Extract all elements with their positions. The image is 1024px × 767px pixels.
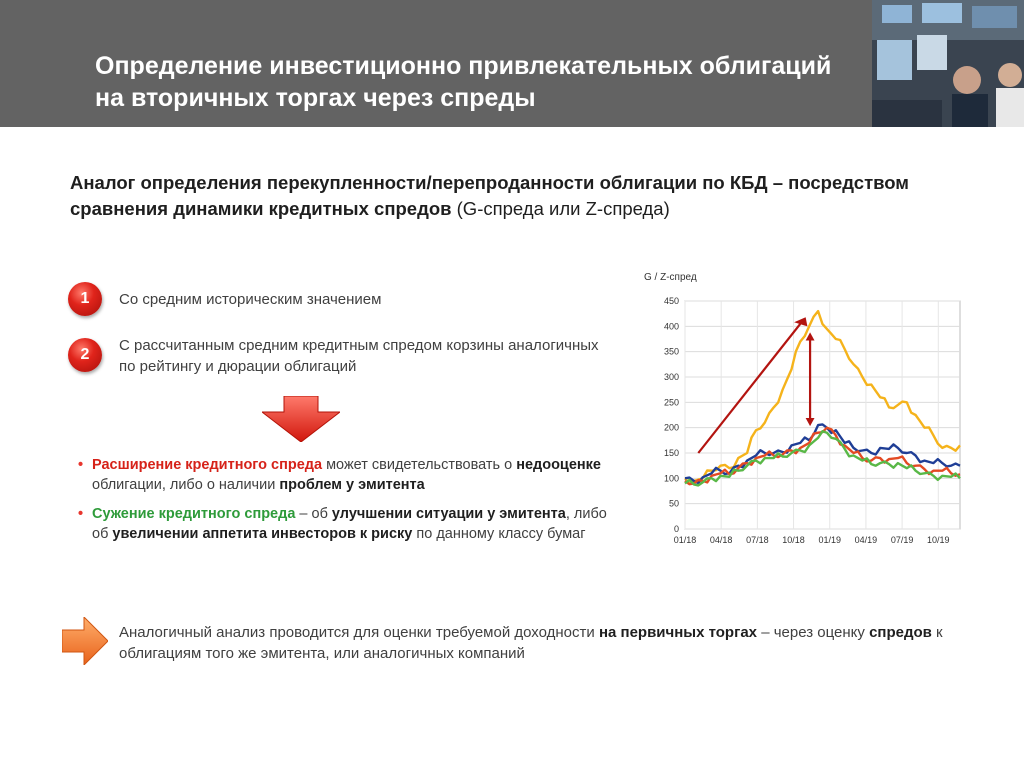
plot-area (685, 301, 960, 529)
y-tick-label: 350 (663, 346, 679, 357)
bullet-widening-b2: проблем у эмитента (279, 477, 425, 493)
bullet-narrowing-b1: улучшении ситуации у эмитента (331, 506, 566, 522)
header-photo (872, 0, 1024, 127)
bottom-note-t3: к облигациям того же эмитента, или аналогичных компаний (119, 624, 943, 662)
y-tick-label: 100 (663, 473, 679, 484)
y-tick-label: 400 (663, 321, 679, 332)
section-subtitle (70, 170, 990, 222)
x-tick-label: 10/18 (782, 535, 805, 545)
bullet-widening-t1: может свидетельствовать о (322, 457, 517, 473)
spread-chart (640, 265, 970, 555)
x-tick-label: 10/19 (927, 535, 950, 545)
y-tick-label: 0 (673, 524, 679, 534)
bullet-narrowing-t3: по данному классу бумаг (412, 526, 586, 542)
bullet-widening-b1: недооценке (516, 457, 601, 473)
number-badge-2: 2 (68, 338, 102, 372)
number-badge-1: 1 (68, 282, 102, 316)
item-text-2: С рассчитанным средним кредитным спредом корзины аналогичных по рейтингу и дюрации облигаций (119, 337, 599, 375)
x-tick-label: 07/18 (746, 535, 769, 545)
item-text-1: Со средним историческим значением (119, 291, 382, 308)
bullet-widening: • Расширение кредитного спреда может свидетельствовать о недооценке облигации, либо о наличии проблем у эмитента (78, 457, 601, 493)
x-tick-label: 04/18 (709, 535, 733, 545)
bottom-note-t1: Аналогичный анализ проводится для оценки требуемой доходности (119, 624, 599, 641)
bottom-note-b1: на первичных торгах (598, 624, 758, 641)
y-tick-label: 50 (668, 498, 679, 509)
bullet-narrowing-b2: увеличении аппетита инвесторов к риску (112, 526, 413, 542)
page-title: Определение инвестиционно привлекательных облигаций на вторичных торгах через спреды (95, 52, 832, 112)
bullet-narrowing: • Сужение кредитного спреда – об улучшении ситуации у эмитента, либо об увеличении аппетита инвесторов к риску по данному классу бумаг (78, 506, 607, 542)
y-tick-label: 250 (663, 397, 679, 408)
bottom-note-t2: – через оценку (757, 624, 870, 641)
y-tick-label: 150 (663, 448, 679, 458)
chart-title: G / Z-спред (644, 272, 697, 283)
bottom-note-b2: спредов (869, 624, 932, 641)
x-tick-label: 04/19 (854, 535, 878, 545)
bullet-narrowing-lead: Сужение кредитного спреда (92, 506, 296, 522)
subtitle-bold: Аналог определения перекупленности/перепроданности облигации по КБД – посредством сравнения динамики кредитных спредов (70, 172, 909, 219)
right-arrow-icon (62, 617, 108, 665)
bottom-note (119, 622, 979, 664)
y-tick-label: 300 (663, 372, 679, 382)
subtitle-normal: (G-спреда или Z-спреда) (451, 198, 670, 219)
y-tick-label: 450 (663, 296, 679, 306)
y-tick-label: 200 (663, 422, 679, 433)
header-bar (0, 0, 1024, 127)
x-tick-label: 01/18 (673, 535, 697, 545)
bullet-widening-lead: Расширение кредитного спреда (92, 457, 323, 473)
x-tick-label: 01/19 (818, 535, 842, 545)
bullet-widening-t2: облигации, либо о наличии (92, 477, 280, 493)
x-tick-label: 07/19 (890, 535, 914, 545)
down-arrow-icon (262, 396, 340, 442)
bullet-narrowing-t2: , либо об (92, 506, 607, 542)
bullet-narrowing-t1: – об (295, 506, 332, 522)
